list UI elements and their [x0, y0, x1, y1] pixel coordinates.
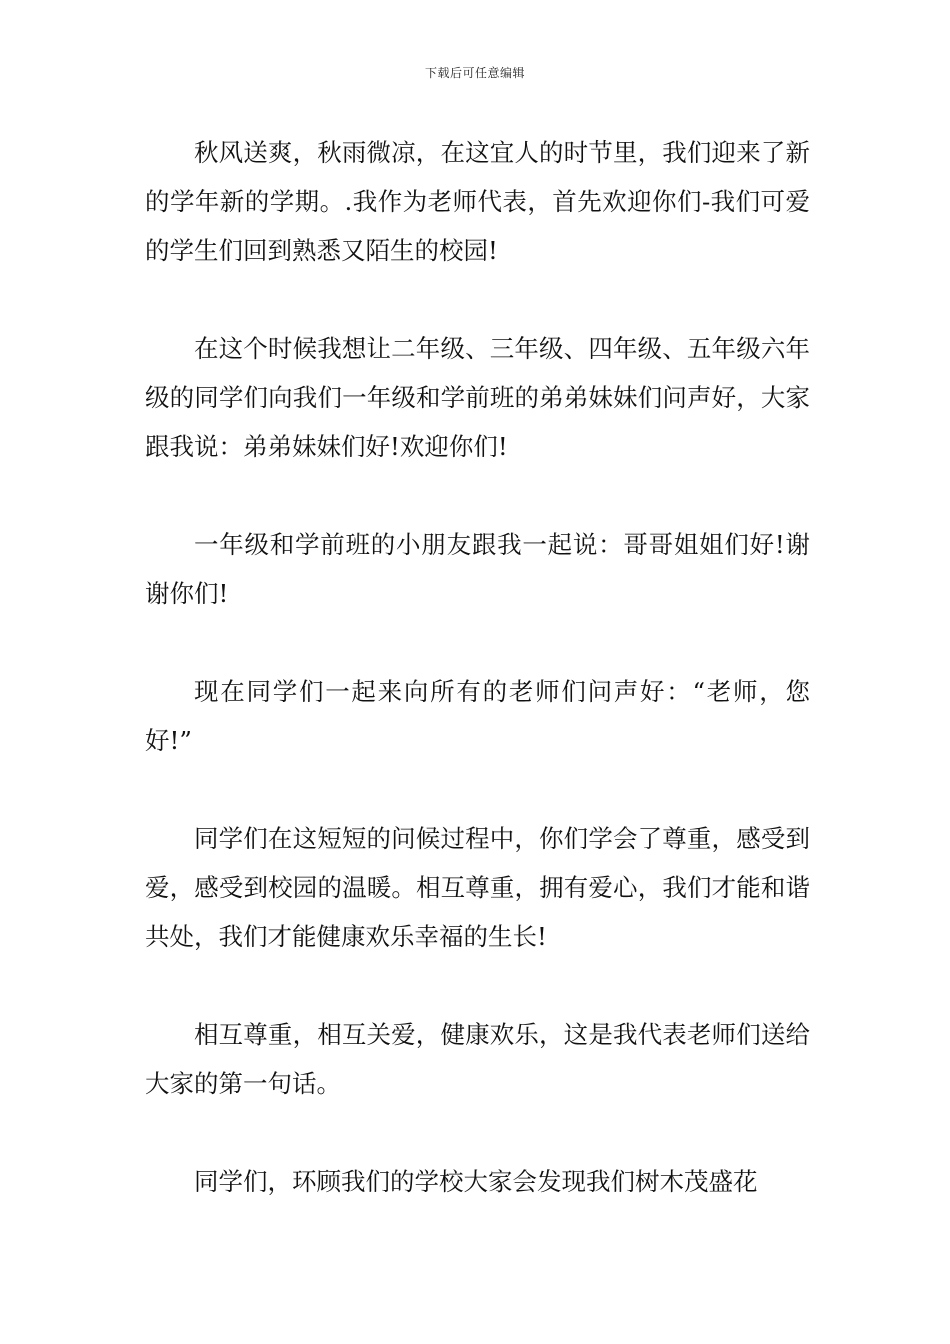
paragraph-3: 一年级和学前班的小朋友跟我一起说：哥哥姐姐们好!谢谢你们! — [145, 530, 810, 608]
page-header: 下载后可任意编辑 — [424, 66, 525, 80]
document-body — [145, 128, 810, 1255]
paragraph-6: 相互尊重，相互关爱，健康欢乐，这是我代表老师们送给大家的第一句话。 — [145, 1020, 810, 1098]
paragraph-5: 同学们在这短短的问候过程中，你们学会了尊重，感受到爱，感受到校园的温暖。相互尊重，拥有爱心，我们才能和谐共处，我们才能健康欢乐幸福的生长! — [145, 824, 810, 951]
paragraph-2: 在这个时候我想让二年级、三年级、四年级、五年级六年级的同学们向我们一年级和学前班的弟弟妹妹们问声好，大家跟我说：弟弟妹妹们好!欢迎你们! — [145, 334, 810, 461]
paragraph-1: 秋风送爽，秋雨微凉，在这宜人的时节里，我们迎来了新的学年新的学期。.我作为老师代表，首先欢迎你们-我们可爱的学生们回到熟悉又陌生的校园! — [145, 138, 810, 265]
paragraph-4: 现在同学们一起来向所有的老师们问声好：“老师，您好!” — [145, 677, 810, 755]
paragraph-7: 同学们，环顾我们的学校大家会发现我们树木茂盛花 — [194, 1167, 758, 1196]
